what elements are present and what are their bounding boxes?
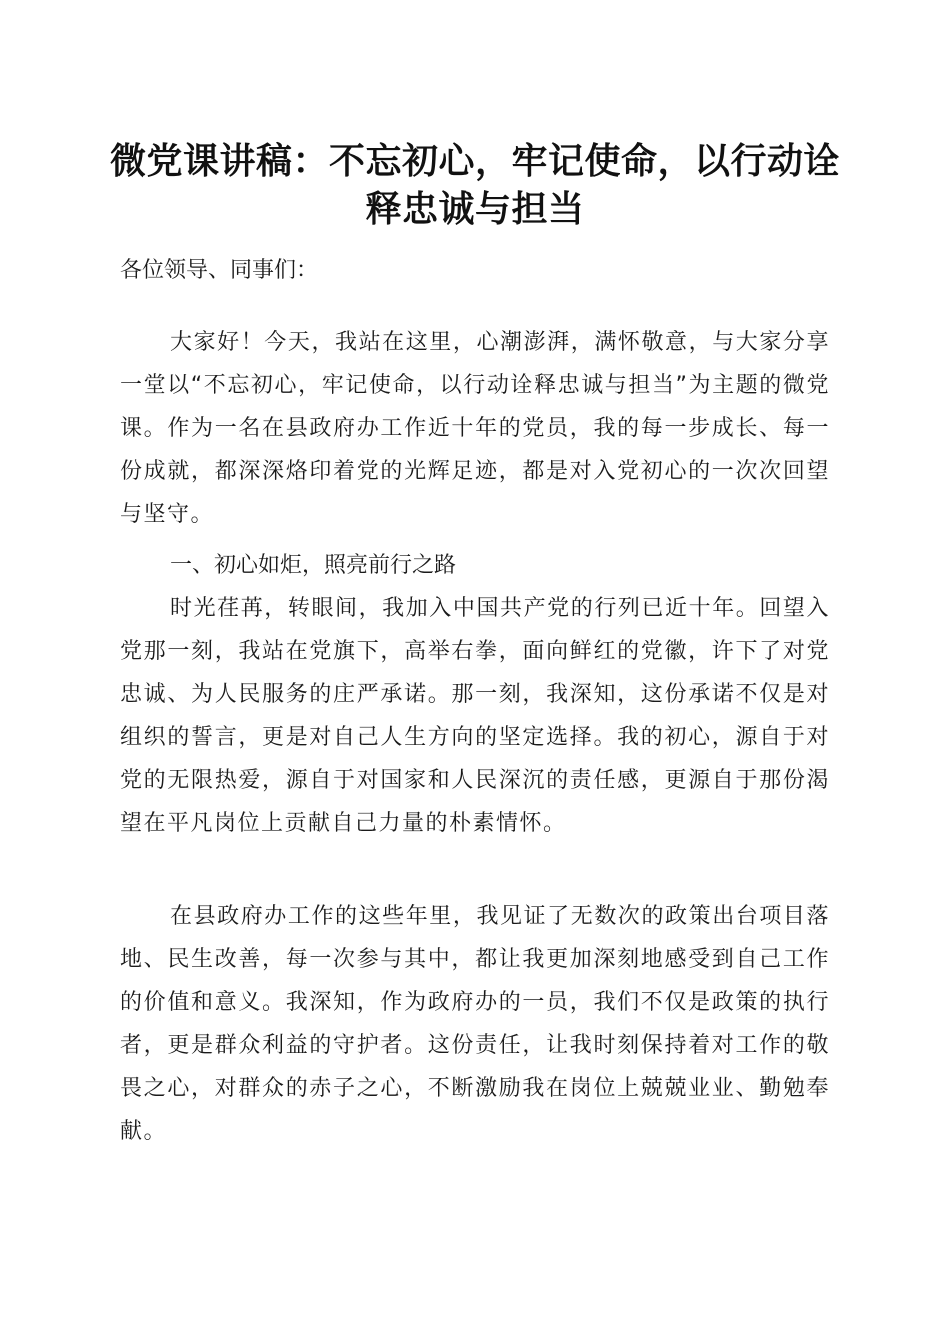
document-title-line-1: 微党课讲稿：不忘初心，牢记使命，以行动诠 (109, 140, 840, 182)
paragraph-initial-aspiration: 时光荏苒，转眼间，我加入中国共产党的行列已近十年。回望入党那一刻，我站在党旗下，高举右拳，面向鲜红的党徽，许下了对党忠诚、为人民服务的庄严承诺。那一刻，我深知，这份承诺不仅是对组织的誓言，更是对自己人生方向的坚定选择。我的初心，源自于对党的无限热爱，源自于对国家和人民深沉的责任感，更源自于那份渴望在平凡岗位上贡献自己力量的朴素情怀。 (120, 596, 830, 836)
salutation: 各位领导、同事们： (120, 258, 319, 283)
paragraph-opening: 大家好！今天，我站在这里，心潮澎湃，满怀敬意，与大家分享一堂以“不忘初心，牢记使命，以行动诠释忠诚与担当”为主题的微党课。作为一名在县政府办工作近十年的党员，我的每一步成长、每一份成就，都深深烙印着党的光辉足迹，都是对入党初心的一次次回望与坚守。 (120, 330, 830, 527)
document-title-line-2: 释忠诚与担当 (365, 188, 585, 230)
section-heading-1: 一、初心如炬，照亮前行之路 (170, 553, 457, 578)
paragraph-government-work: 在县政府办工作的这些年里，我见证了无数次的政策出台项目落地、民生改善，每一次参与其中，都让我更加深刻地感受到自己工作的价值和意义。我深知，作为政府办的一员，我们不仅是政策的执行者，更是群众利益的守护者。这份责任，让我时刻保持着对工作的敬畏之心，对群众的赤子之心，不断激励我在岗位上兢兢业业、勤勉奉献。 (120, 904, 830, 1144)
